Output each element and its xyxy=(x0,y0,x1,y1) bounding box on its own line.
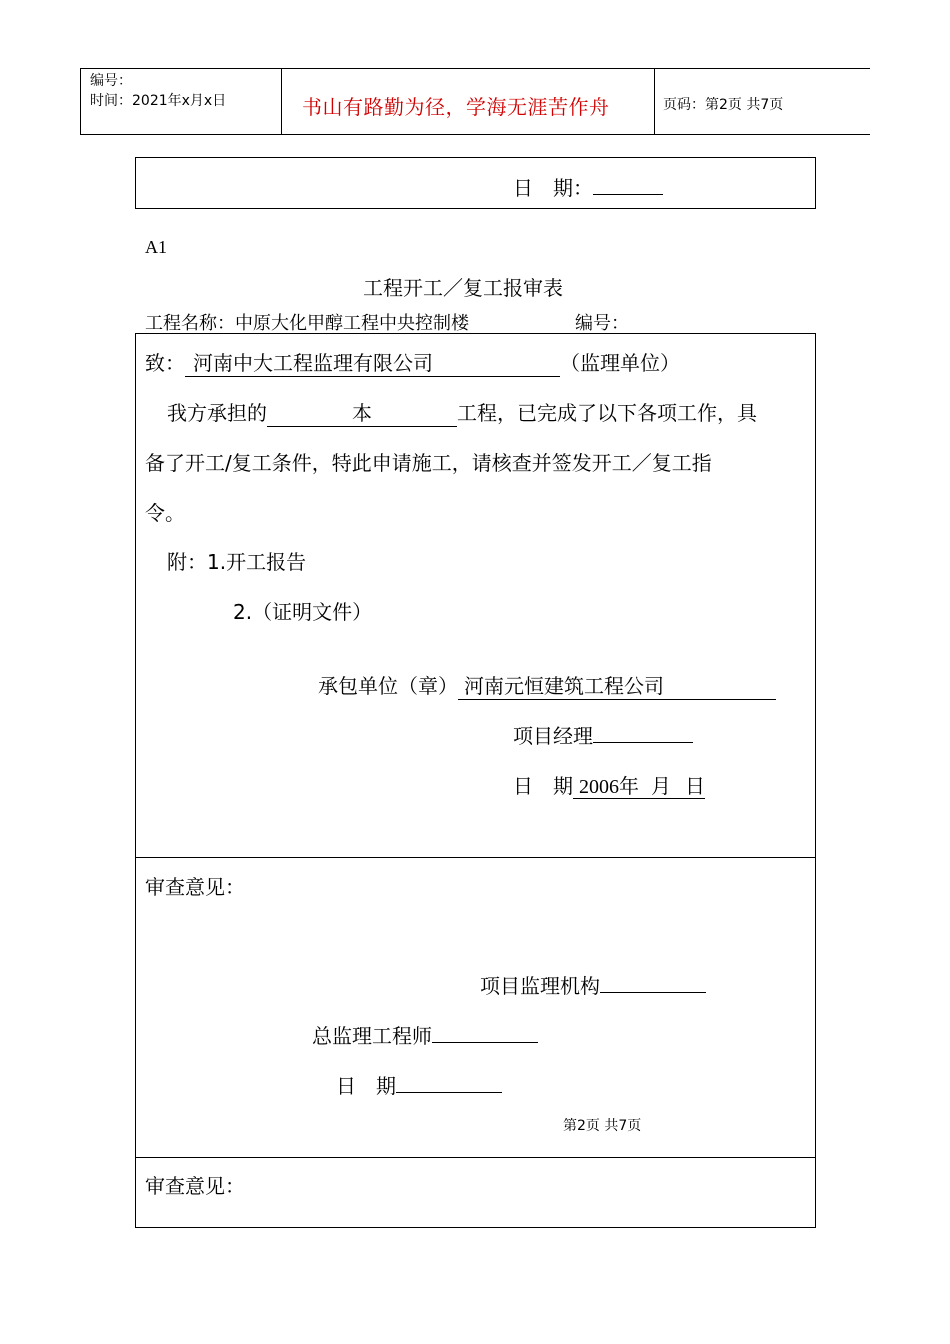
chief-engineer-label: 总监理工程师 xyxy=(312,1024,432,1048)
review-1-date-line xyxy=(336,1070,502,1099)
review-1-title: 审查意见： xyxy=(145,875,245,899)
line1-prefix: 我方承担的 xyxy=(167,401,267,425)
form-code: A1 xyxy=(145,237,167,257)
project-name: 工程名称：中原大化甲醇工程中央控制楼 xyxy=(145,313,469,334)
page-note: 第2页 共7页 xyxy=(563,1118,642,1134)
contractor-value: 河南元恒建筑工程公司 xyxy=(458,670,776,700)
manager-blank xyxy=(593,724,693,743)
line1-value: 本 xyxy=(267,397,457,427)
top-date-text: 日 期： xyxy=(513,176,593,200)
header-page-info: 页码：第2页 共7页 xyxy=(663,97,784,113)
date-day: 日 xyxy=(685,774,705,798)
application-line-2: 备了开工/复工条件，特此申请施工，请核查并签发开工／复工指 xyxy=(145,451,712,475)
attachment-1: 附：1.开工报告 xyxy=(167,550,307,574)
application-line-1 xyxy=(167,397,757,427)
section-divider xyxy=(135,1157,816,1158)
header-motto: 书山有路勤为径，学海无涯苦作舟 xyxy=(302,95,610,119)
applicant-date-value xyxy=(573,774,705,799)
supervision-org-line xyxy=(480,970,706,999)
recipient-suffix: （监理单位） xyxy=(560,351,680,375)
chief-engineer-line xyxy=(312,1020,538,1049)
recipient-unit: 河南中大工程监理有限公司 xyxy=(185,347,560,377)
date-month: 月 xyxy=(651,774,671,798)
header-number-label: 编号： xyxy=(90,73,132,89)
form-title: 工程开工／复工报审表 xyxy=(363,276,563,300)
recipient-prefix: 致： xyxy=(145,351,185,375)
line1-suffix: 工程，已完成了以下各项工作，具 xyxy=(457,401,757,425)
header-time: 时间：2021年x月x日 xyxy=(90,93,227,109)
top-date-box xyxy=(135,157,816,209)
contractor-line xyxy=(318,670,776,700)
manager-line xyxy=(513,720,693,749)
application-line-3: 令。 xyxy=(145,501,185,525)
attachment-2: 2.（证明文件） xyxy=(233,600,373,624)
applicant-date-label: 日 期 xyxy=(513,774,573,798)
manager-label: 项目经理 xyxy=(513,724,593,748)
review-1-date-label: 日 期 xyxy=(336,1074,396,1098)
chief-engineer-blank xyxy=(432,1024,538,1043)
applicant-date-line xyxy=(513,770,705,799)
project-number-label: 编号： xyxy=(575,313,629,334)
review-1-date-blank xyxy=(396,1074,502,1093)
date-year: 2006年 xyxy=(579,776,639,798)
supervision-org-blank xyxy=(600,974,706,993)
recipient-line xyxy=(145,347,680,377)
header-divider xyxy=(281,69,282,134)
header-divider xyxy=(654,69,655,134)
contractor-label: 承包单位（章） xyxy=(318,674,458,698)
top-date-label xyxy=(513,172,663,201)
supervision-org-label: 项目监理机构 xyxy=(480,974,600,998)
review-2-title: 审查意见： xyxy=(145,1174,245,1198)
top-date-blank xyxy=(593,176,663,195)
section-divider xyxy=(135,857,816,858)
